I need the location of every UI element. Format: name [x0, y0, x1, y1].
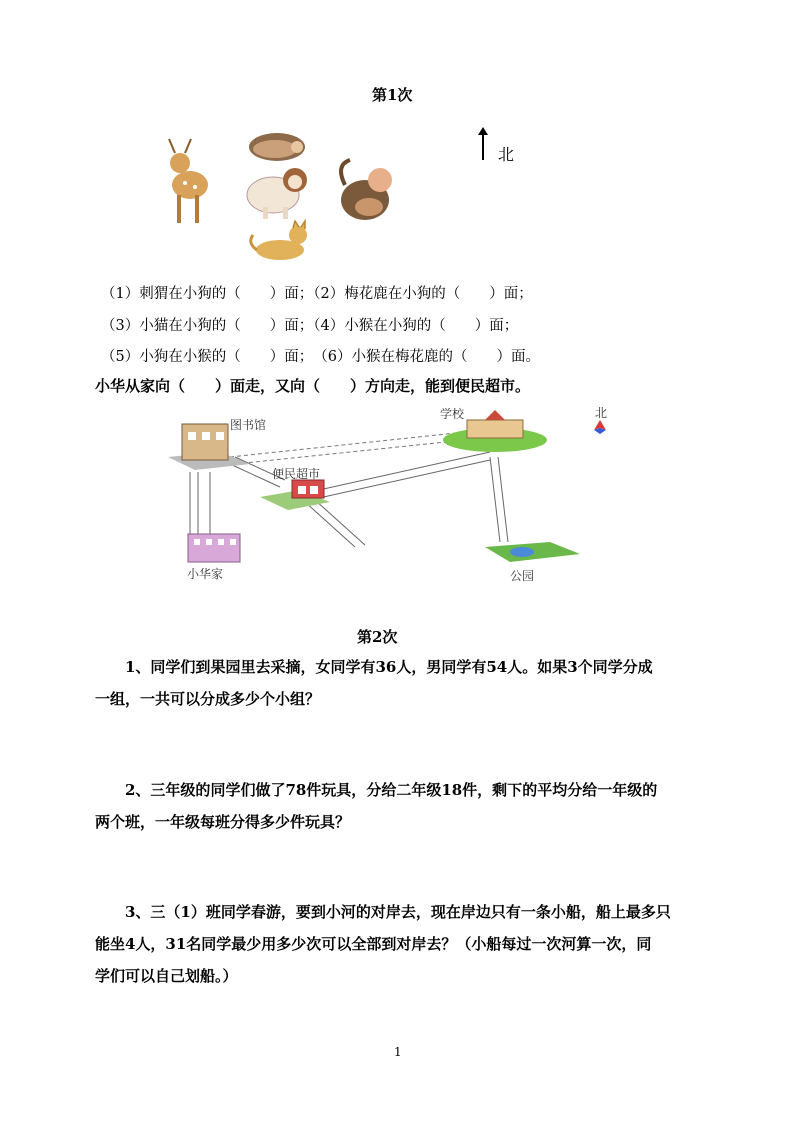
problem-2	[95, 774, 715, 838]
problem-3-line-3: 学们可以自己划船。）	[95, 967, 238, 985]
park-label: 公园	[510, 569, 535, 583]
deer-icon	[169, 139, 208, 223]
dog-icon	[247, 168, 307, 219]
problem-1-line-2: 一组，一共可以分成多少个小组？	[95, 690, 321, 708]
library-label: 图书馆	[230, 418, 267, 432]
problem-2-line-2: 两个班，一年级每班分得多少件玩具？	[95, 813, 351, 831]
route-map	[160, 402, 620, 582]
problem-3-line-1: 3、三（1）班同学春游，要到小河的对岸去，现在岸边只有一条小船，船上最多只	[125, 903, 671, 921]
north-arrow-icon	[476, 126, 490, 162]
park-icon	[485, 542, 580, 562]
market-label: 便民超市	[272, 467, 321, 481]
market-icon	[260, 480, 330, 510]
problem-1-line-1: 1、同学们到果园里去采摘，女同学有36人，男同学有54人。如果3个同学分成	[125, 658, 653, 676]
direction-question-line-1: （1）刺猬在小狗的（ ）面；（2）梅花鹿在小狗的（ ）面；	[101, 286, 533, 302]
map-question: 小华从家向（ ）面走，又向（ ）方向走，能到便民超市。	[95, 377, 531, 395]
home-label: 小华家	[187, 567, 224, 581]
compass-icon	[594, 420, 606, 434]
section2-title: 第2次	[357, 628, 398, 646]
hedgehog-icon	[249, 133, 305, 161]
problem-2-line-1: 2、三年级的同学们做了78件玩具，分给二年级18件，剩下的平均分给一年级的	[125, 781, 658, 799]
cat-icon	[251, 221, 307, 260]
map-north-label: 北	[595, 406, 608, 420]
direction-question-line-3: （5）小狗在小猴的（ ）面； （6）小猴在梅花鹿的（ ）面。	[101, 349, 540, 365]
page-number: 1	[394, 1045, 402, 1059]
direction-question-line-2: （3）小猫在小狗的（ ）面；（4）小猴在小狗的（ ）面；	[101, 318, 519, 334]
section1-title: 第1次	[372, 86, 413, 104]
problem-3	[95, 896, 715, 992]
school-label: 学校	[440, 407, 465, 421]
problem-1	[95, 651, 715, 715]
monkey-icon	[341, 160, 392, 220]
problem-3-line-2: 能坐4人，31名同学最少用多少次可以全部到对岸去？（小船每过一次河算一次，同	[95, 935, 652, 953]
north-label: 北	[498, 145, 515, 164]
home-icon	[188, 534, 240, 562]
animals-illustration	[155, 125, 415, 270]
